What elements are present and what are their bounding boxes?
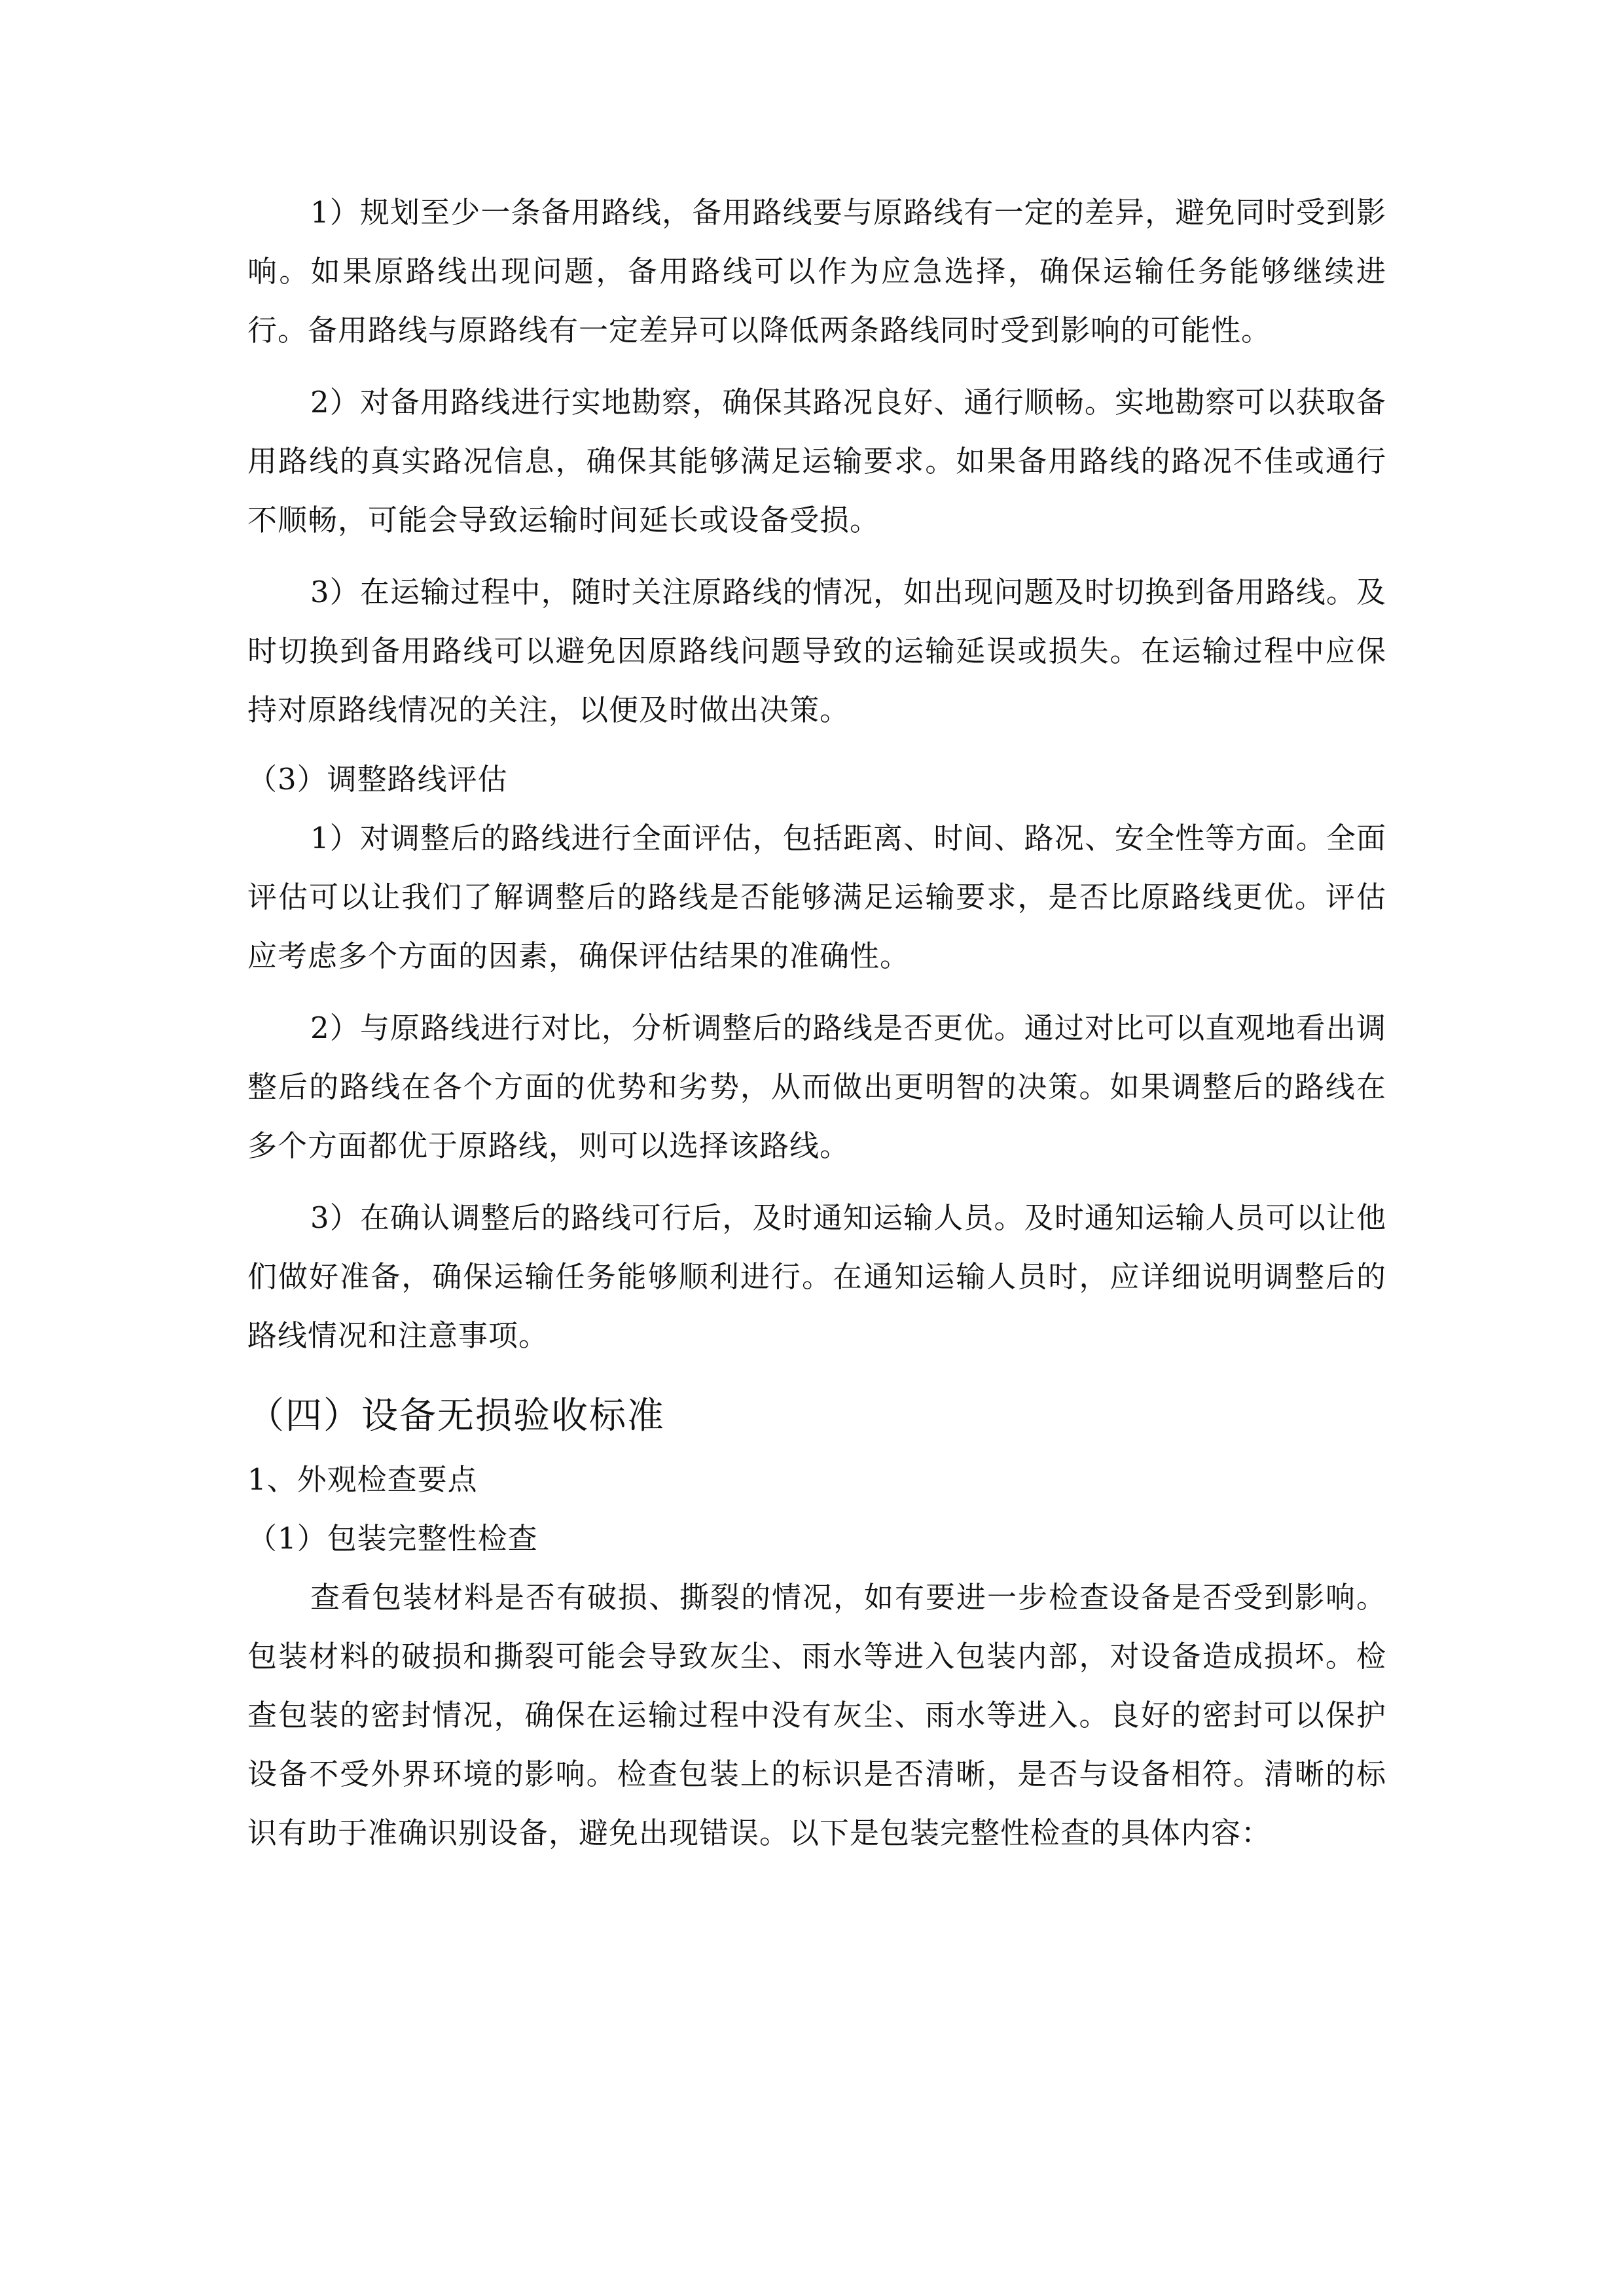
heading-packaging-integrity: （1）包装完整性检查 [247, 1521, 538, 1556]
heading-appearance-check: 1、外观检查要点 [247, 1462, 478, 1497]
heading-route-adjust-evaluation: （3）调整路线评估 [247, 762, 508, 797]
paragraph-route-comparison: 2）与原路线进行对比，分析调整后的路线是否更优。通过对比可以直观地看出调整后的路线在各个方面的优势和劣势，从而做出更明智的决策。如果调整后的路线在多个方面都优于原路线，则可以选择该路线。 [247, 1011, 1386, 1163]
paragraph-packaging-check: 查看包装材料是否有破损、撕裂的情况，如有要进一步检查设备是否受到影响。包装材料的破损和撕裂可能会导致灰尘、雨水等进入包装内部，对设备造成损坏。检查包装的密封情况，确保在运输过程中没有灰尘、雨水等进入。良好的密封可以保护设备不受外界环境的影响。检查包装上的标识是否清晰，是否与设备相符。清晰的标识有助于准确识别设备，避免出现错误。以下是包装完整性检查的具体内容： [247, 1580, 1386, 1850]
document-body [247, 183, 1386, 1863]
paragraph-backup-route-survey: 2）对备用路线进行实地勘察，确保其路况良好、通行顺畅。实地勘察可以获取备用路线的真实路况信息，确保其能够满足运输要求。如果备用路线的路况不佳或通行不顺畅，可能会导致运输时间延长或设备受损。 [247, 385, 1386, 537]
paragraph-notify-staff: 3）在确认调整后的路线可行后，及时通知运输人员。及时通知运输人员可以让他们做好准备，确保运输任务能够顺利进行。在通知运输人员时，应详细说明调整后的路线情况和注意事项。 [247, 1200, 1386, 1353]
paragraph-backup-route-plan: 1）规划至少一条备用路线，备用路线要与原路线有一定的差异，避免同时受到影响。如果原路线出现问题，备用路线可以作为应急选择，确保运输任务能够继续进行。备用路线与原路线有一定差异可以降低两条路线同时受到影响的可能性。 [247, 195, 1386, 348]
heading-section-4: （四）设备无损验收标准 [247, 1395, 665, 1437]
paragraph-backup-route-switch: 3）在运输过程中，随时关注原路线的情况，如出现问题及时切换到备用路线。及时切换到备用路线可以避免因原路线问题导致的运输延误或损失。在运输过程中应保持对原路线情况的关注，以便及时做出决策。 [247, 575, 1386, 727]
paragraph-full-evaluation: 1）对调整后的路线进行全面评估，包括距离、时间、路况、安全性等方面。全面评估可以让我们了解调整后的路线是否能够满足运输要求，是否比原路线更优。评估应考虑多个方面的因素，确保评估结果的准确性。 [247, 821, 1386, 973]
